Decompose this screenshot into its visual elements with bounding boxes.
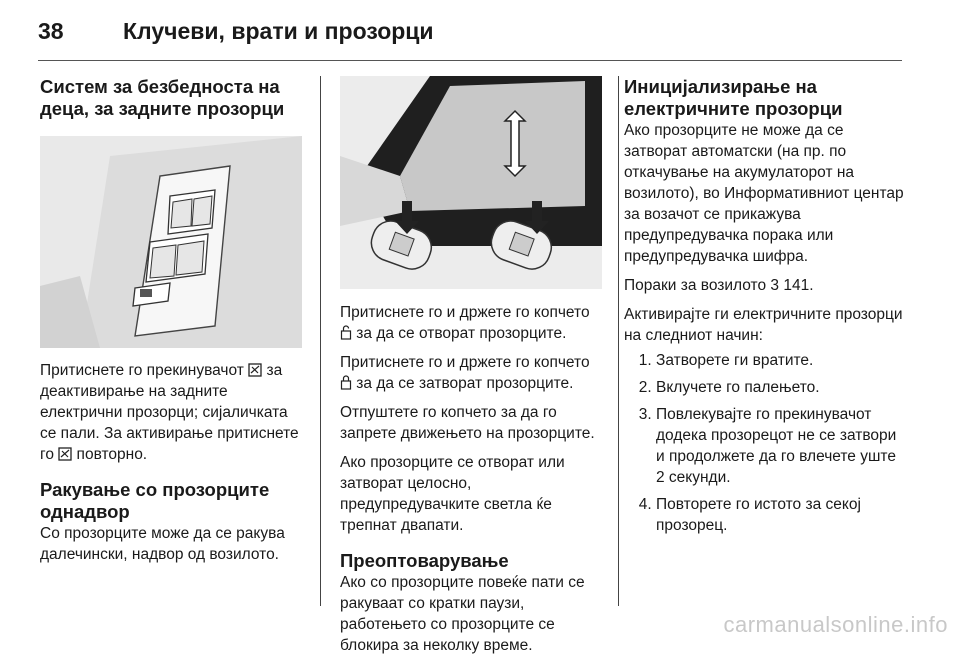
- column-1: [40, 76, 302, 565]
- key-remote-figure: [340, 76, 602, 289]
- overload-text: Ако со прозорците повеќе пати се ракуваат со кратки паузи, работењето со прозорците се блокира за неколку време.: [340, 574, 585, 654]
- open-windows-text: Притиснете го и држете го копчето за да се отворат прозорците.: [340, 304, 590, 342]
- section-heading-child-lock: Систем за безбедноста на деца, за задните прозорци: [40, 76, 285, 119]
- header-divider: [38, 60, 902, 61]
- list-item: 1. Затворете ги вратите.: [656, 350, 904, 371]
- column-divider-1: [320, 76, 321, 606]
- window-switch-figure: [40, 136, 302, 348]
- close-windows-text: Притиснете го и држете го копчето за да се затворат прозорците.: [340, 354, 590, 392]
- child-lock-icon: [248, 363, 262, 377]
- list-item: 3. Повлекувајте го прекинувачот додека прозорецот не се затвори и продолжете да го влечете уште 2 секунди.: [656, 404, 904, 488]
- activation-intro: Активирајте ги електричните прозорци на следниот начин:: [624, 306, 903, 344]
- key-lock-icon: [340, 375, 352, 390]
- key-unlock-icon: [340, 325, 352, 340]
- watermark: carmanualsonline.info: [723, 612, 948, 637]
- hazard-flash-text: Ако прозорците се отворат или затворат целосно, предупредувачките светла ќе трепнат двапати.: [340, 454, 565, 534]
- initialization-text: Ако прозорците не може да се затворат автоматски (на пр. по откачување на акумулаторот на возилото), во Информативниот центар за возачот се прикажува предупредувачка порака или предупредувачка шифра.: [624, 122, 904, 265]
- page-number: 38: [38, 18, 64, 44]
- remote-text: Со прозорците може да се ракува далечински, надвор од возилото.: [40, 525, 285, 563]
- child-lock-text: Притиснете го прекинувачот за деактивирање на задните електрични прозорци; сијаличката се пали. За активирање притиснете го повторно.: [40, 362, 299, 463]
- column-2: [340, 76, 602, 656]
- window-switch-illustration: [40, 136, 302, 348]
- section-heading-remote: Ракување со прозорците однадвор: [40, 479, 270, 522]
- key-remote-illustration: [340, 76, 602, 289]
- column-3: [624, 76, 904, 542]
- release-button-text: Отпуштете го копчето за да го запрете движењето на прозорците.: [340, 404, 595, 442]
- section-heading-overload: Преоптоварување: [340, 550, 509, 571]
- list-item: 2. Вклучете го палењето.: [656, 377, 904, 398]
- initialization-steps: [624, 350, 904, 536]
- page-header: [38, 18, 902, 50]
- column-divider-2: [618, 76, 619, 606]
- page-title: Клучеви, врати и прозорци: [123, 18, 434, 44]
- child-lock-icon: [58, 447, 72, 461]
- vehicle-messages-reference: Пораки за возилото 3 141.: [624, 277, 814, 294]
- section-heading-initialization: Иницијализирање на електричните прозорци: [624, 76, 843, 119]
- list-item: 4. Повторете го истото за секој прозорец.: [656, 494, 904, 536]
